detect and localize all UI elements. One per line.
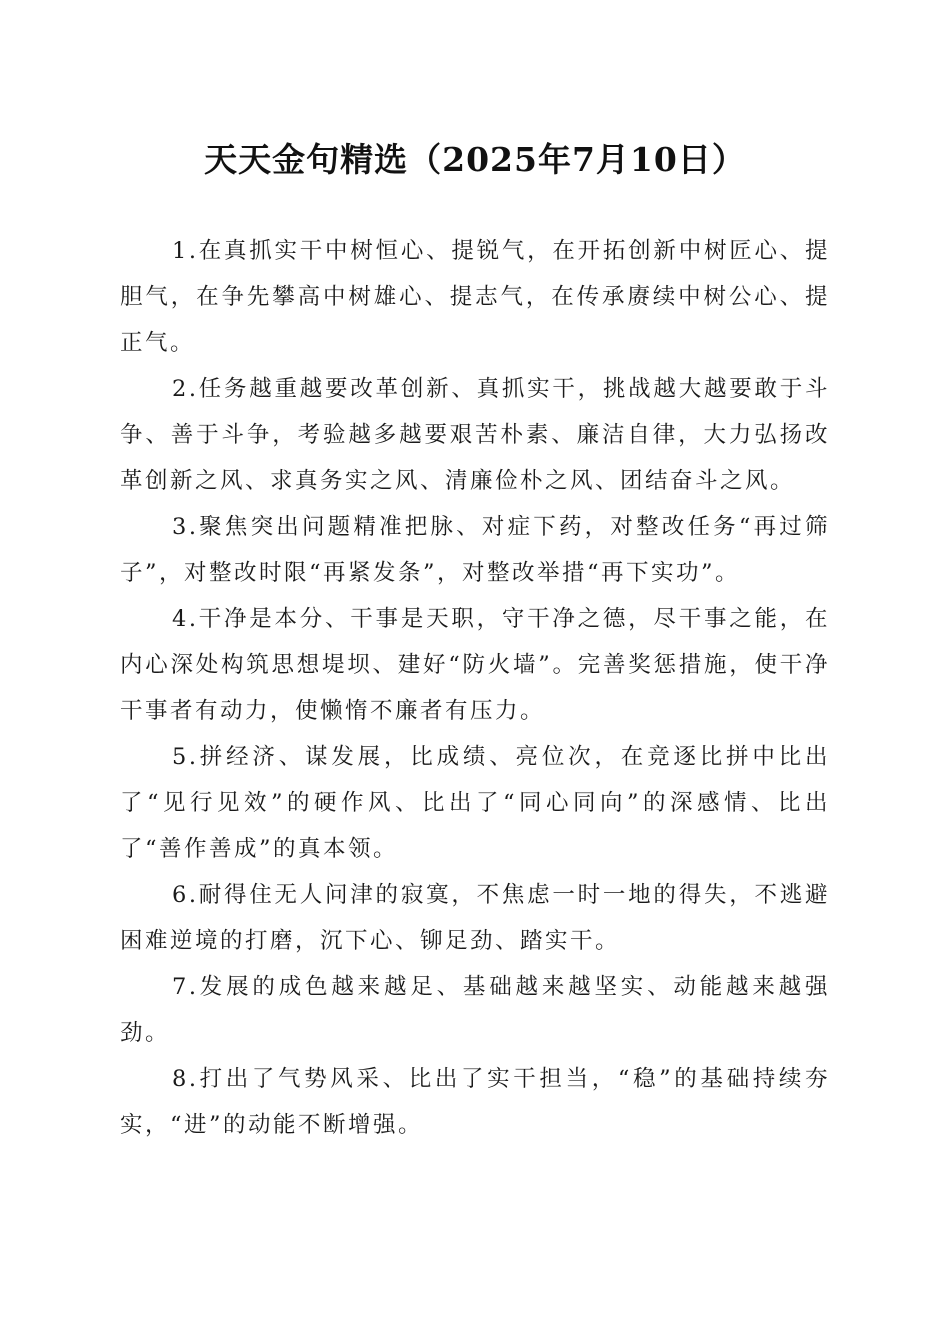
quote-paragraph-8: 8.打出了气势风采、比出了实干担当，“稳”的基础持续夯实，“进”的动能不断增强。 [120,1066,830,1138]
quote-paragraph-3: 3.聚焦突出问题精准把脉、对症下药，对整改任务“再过筛子”，对整改时限“再紧发条”，对整改举措“再下实功”。 [120,514,830,586]
quote-paragraph-4: 4.干净是本分、干事是天职，守干净之德，尽干事之能，在内心深处构筑思想堤坝、建好“防火墙”。完善奖惩措施，使干净干事者有动力，使懒惰不廉者有压力。 [120,606,830,724]
quote-paragraph-2: 2.任务越重越要改革创新、真抓实干，挑战越大越要敢于斗争、善于斗争，考验越多越要艰苦朴素、廉洁自律，大力弘扬改革创新之风、求真务实之风、清廉俭朴之风、团结奋斗之风。 [120,376,830,494]
page-title: 天天金句精选（2025年7月10日） [204,140,746,179]
quote-paragraph-6: 6.耐得住无人问津的寂寞，不焦虑一时一地的得失，不逃避困难逆境的打磨，沉下心、铆足劲、踏实干。 [120,882,830,954]
quote-paragraph-5: 5.拼经济、谋发展，比成绩、亮位次，在竞逐比拼中比出了“见行见效”的硬作风、比出了“同心同向”的深感情、比出了“善作善成”的真本领。 [120,744,830,862]
quote-paragraph-7: 7.发展的成色越来越足、基础越来越坚实、动能越来越强劲。 [120,974,830,1046]
quote-paragraph-1: 1.在真抓实干中树恒心、提锐气，在开拓创新中树匠心、提胆气，在争先攀高中树雄心、提志气，在传承赓续中树公心、提正气。 [120,238,830,356]
document-body [120,228,830,1148]
